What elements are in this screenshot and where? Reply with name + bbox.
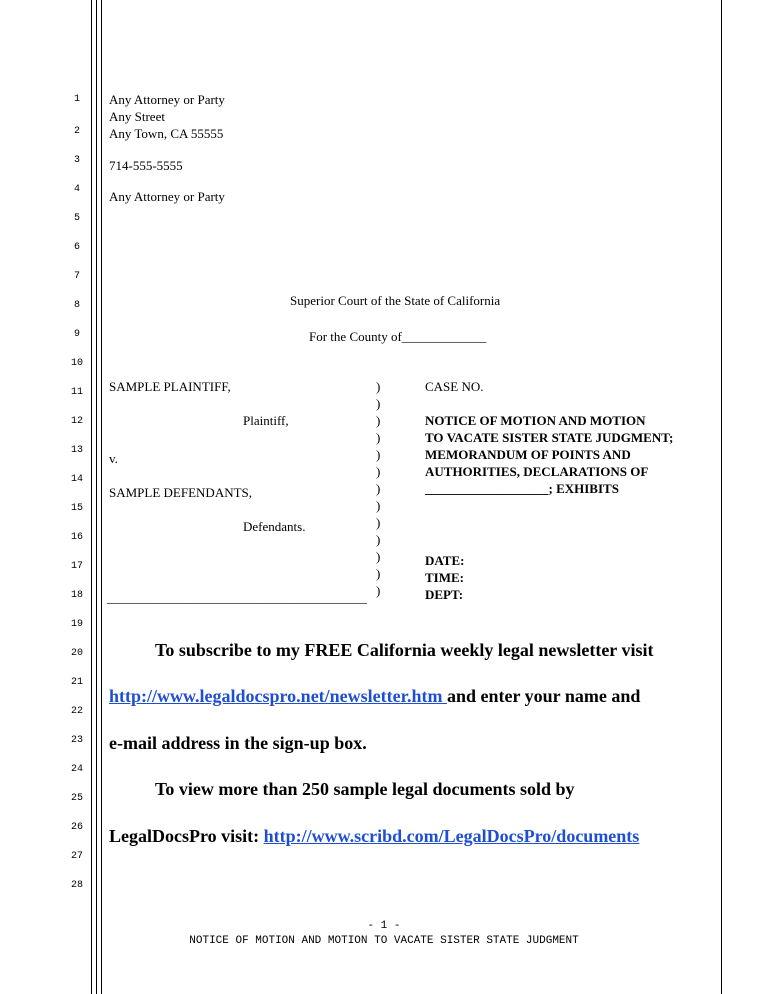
scribd-link[interactable]: http://www.scribd.com/LegalDocsPro/documents — [263, 826, 640, 846]
line-number: 27 — [70, 851, 83, 862]
caption-paren: ) — [376, 481, 381, 496]
line-number: 1 — [73, 94, 80, 105]
line-number: 20 — [70, 648, 83, 659]
caption-paren: ) — [376, 464, 381, 479]
attorney-name: Any Attorney or Party — [109, 92, 225, 107]
hearing-dept-label: DEPT: — [425, 587, 464, 602]
line-number: 14 — [70, 474, 83, 485]
newsletter-link[interactable]: http://www.legaldocspro.net/newsletter.htm — [109, 686, 447, 706]
line-number: 15 — [70, 503, 83, 514]
line-number: 24 — [70, 764, 83, 775]
line-number: 28 — [70, 880, 83, 891]
document-title-line: NOTICE OF MOTION AND MOTION — [425, 413, 646, 428]
line-number: 7 — [73, 271, 80, 282]
caption-paren: ) — [376, 583, 381, 598]
line-number: 23 — [70, 735, 83, 746]
document-title-line: MEMORANDUM OF POINTS AND — [425, 447, 631, 462]
line-number: 26 — [70, 822, 83, 833]
document-title-line: ___________________; EXHIBITS — [425, 481, 619, 496]
line-number: 2 — [73, 126, 80, 137]
line-number: 9 — [73, 329, 80, 340]
document-title-line: AUTHORITIES, DECLARATIONS OF — [425, 464, 649, 479]
document-title-line: TO VACATE SISTER STATE JUDGMENT; — [425, 430, 674, 445]
line-number: 3 — [73, 155, 80, 166]
line-number: 19 — [70, 619, 83, 630]
hearing-date-label: DATE: — [425, 553, 465, 568]
caption-paren: ) — [376, 532, 381, 547]
left-margin-rule-third — [101, 0, 102, 994]
documents-paragraph-line1: To view more than 250 sample legal documents sold by — [155, 779, 575, 799]
line-number: 25 — [70, 793, 83, 804]
line-number: 6 — [73, 242, 80, 253]
line-number: 5 — [73, 213, 80, 224]
caption-paren: ) — [376, 396, 381, 411]
defendant-role: Defendants. — [243, 519, 306, 534]
caption-paren: ) — [376, 379, 381, 394]
caption-signature-line: ________________________________________ — [107, 590, 367, 605]
versus-label: v. — [109, 451, 118, 466]
line-number: 21 — [70, 677, 83, 688]
caption-paren: ) — [376, 430, 381, 445]
caption-paren: ) — [376, 515, 381, 530]
line-number: 16 — [70, 532, 83, 543]
plaintiff-name: SAMPLE PLAINTIFF, — [109, 379, 231, 394]
caption-paren: ) — [376, 413, 381, 428]
caption-paren: ) — [376, 566, 381, 581]
line-number: 22 — [70, 706, 83, 717]
newsletter-paragraph-line1: To subscribe to my FREE California weekly legal newsletter visit — [155, 640, 654, 660]
line-number: 10 — [70, 358, 83, 369]
newsletter-paragraph-line3: e-mail address in the sign-up box. — [109, 733, 367, 753]
line-number: 4 — [73, 184, 80, 195]
attorney-phone: 714-555-5555 — [109, 158, 183, 173]
left-margin-rule-inner — [96, 0, 97, 994]
newsletter-paragraph-text: and enter your name and — [446, 686, 641, 706]
newsletter-paragraph-line2 — [109, 686, 640, 707]
hearing-time-label: TIME: — [425, 570, 464, 585]
right-margin-rule — [721, 0, 722, 994]
attorney-city: Any Town, CA 55555 — [109, 126, 224, 141]
documents-paragraph-line2 — [109, 826, 639, 847]
line-number: 17 — [70, 561, 83, 572]
caption-paren: ) — [376, 498, 381, 513]
line-number: 11 — [70, 387, 83, 398]
court-county: For the County of_____________ — [309, 329, 487, 344]
footer-title: NOTICE OF MOTION AND MOTION TO VACATE SISTER STATE JUDGMENT — [189, 935, 579, 947]
plaintiff-role: Plaintiff, — [243, 413, 289, 428]
case-number-label: CASE NO. — [425, 379, 484, 394]
attorney-for: Any Attorney or Party — [109, 189, 225, 204]
line-number: 12 — [70, 416, 83, 427]
defendant-name: SAMPLE DEFENDANTS, — [109, 485, 253, 500]
line-number: 8 — [73, 300, 80, 311]
court-name: Superior Court of the State of California — [290, 293, 501, 308]
page-number: - 1 - — [367, 920, 401, 932]
caption-paren: ) — [376, 549, 381, 564]
line-number: 18 — [70, 590, 83, 601]
left-margin-rule-outer — [91, 0, 92, 994]
line-number: 13 — [70, 445, 83, 456]
caption-paren: ) — [376, 447, 381, 462]
attorney-street: Any Street — [109, 109, 165, 124]
documents-paragraph-text: LegalDocsPro visit: — [109, 826, 264, 846]
